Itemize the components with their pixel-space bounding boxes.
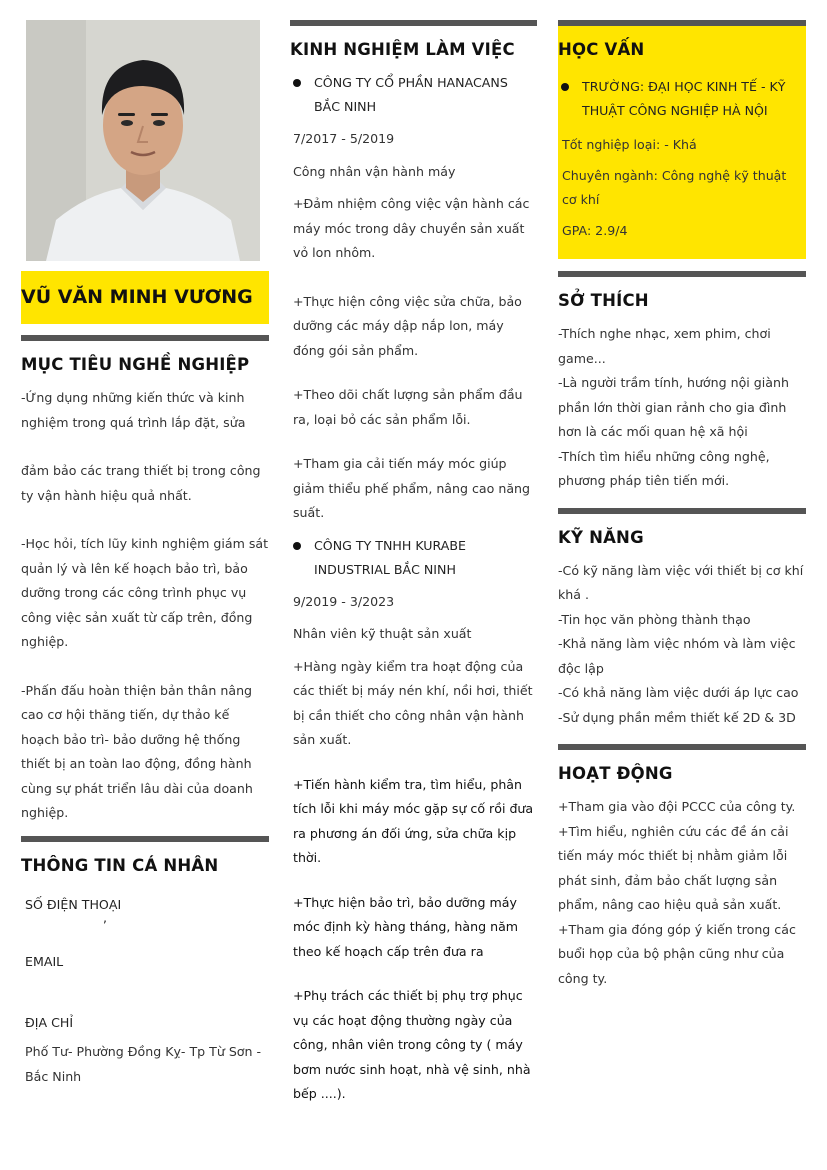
activities-section [558, 744, 806, 991]
objective-paragraph: -Ứng dụng những kiến thức và kinh nghiệm trong quá trình lắp đặt, sửa [21, 390, 246, 430]
objective-title: MỤC TIÊU NGHỀ NGHIỆP [21, 355, 250, 374]
hobby-item: -Thích tìm hiểu những công nghệ, phương pháp tiên tiến mới. [558, 448, 770, 488]
person-portrait-icon [26, 20, 260, 261]
hobbies-list [558, 322, 806, 494]
skills-section [558, 508, 806, 731]
bullet-icon [293, 79, 301, 87]
activity-item: +Tìm hiểu, nghiên cứu các đề án cải tiến máy móc thiết bị nhằm giảm lỗi phát sinh, đảm bảo chất lượng sản phẩm, nâng cao hiệu quả sản xuất. [558, 823, 789, 912]
profile-photo [26, 20, 260, 261]
skill-item: -Sử dụng phần mềm thiết kế 2D & 3D [558, 709, 796, 725]
hobbies-title: SỞ THÍCH [558, 291, 649, 310]
job-details [290, 127, 537, 526]
bullet-icon [561, 83, 569, 91]
full-name: VŨ VĂN MINH VƯƠNG [21, 286, 253, 308]
job-duty: +Thực hiện bảo trì, bảo dưỡng máy móc định kỳ hàng tháng, hàng năm theo kế hoạch cấp trên đưa ra [293, 894, 519, 959]
bullet-icon [293, 542, 301, 550]
hobby-item: -Thích nghe nhạc, xem phim, chơi game... [558, 326, 771, 366]
objective-paragraph: -Phấn đấu hoàn thiện bản thân nâng cao cơ hội thăng tiến, dự thảo kế hoạch bảo trì- bảo dưỡng hệ thống thiết bị an toàn lao động, đồng hành cùng sự phát triển lâu dài của doanh nghiệp. [21, 682, 253, 820]
skill-item: -Khả năng làm việc nhóm và làm việc độc lập [558, 636, 796, 676]
objective-section [21, 335, 269, 826]
job-duty: +Tiến hành kiểm tra, tìm hiểu, phân tích lỗi khi máy móc gặp sự cố rồi đưa ra phương án đối ứng, sửa chữa kịp thời. [293, 776, 534, 865]
job-company [290, 534, 537, 582]
section-divider [558, 744, 806, 750]
phone-value: , [103, 910, 108, 925]
skills-title: KỸ NĂNG [558, 527, 644, 547]
hobbies-section [558, 271, 806, 494]
school-name: TRƯỜNG: ĐẠI HỌC KINH TẾ - KỸ THUẬT CÔNG NGHIỆP HÀ NỘI [582, 79, 786, 118]
objective-body [21, 386, 269, 826]
activities-list [558, 795, 806, 991]
company-name: CÔNG TY TNHH KURABE INDUSTRIAL BẮC NINH [314, 537, 466, 577]
skill-item: -Tin học văn phòng thành thạo [558, 611, 751, 627]
job-details [290, 590, 537, 1107]
section-divider [21, 836, 269, 842]
job-duty: +Tham gia cải tiến máy móc giúp giảm thiểu phế phẩm, nâng cao năng suất. [293, 456, 531, 520]
graduation-rank: Tốt nghiệp loại: - Khá [562, 137, 697, 152]
name-banner [21, 271, 269, 324]
skill-item: -Có kỹ năng làm việc với thiết bị cơ khí khá . [558, 562, 804, 602]
activity-item: +Tham gia đóng góp ý kiến trong các buổi họp của bộ phận cũng như của công ty. [558, 921, 796, 986]
phone-label: SỐ ĐIỆN THOẠI [25, 897, 122, 912]
section-divider [558, 508, 806, 514]
section-divider [290, 20, 537, 26]
middle-column [290, 20, 537, 1107]
job-duty: +Đảm nhiệm công việc vận hành các máy móc trong dây chuyền sản xuất vỏ lon nhôm. [293, 196, 530, 260]
activity-item: +Tham gia vào đội PCCC của công ty. [558, 799, 796, 814]
address-label: ĐỊA CHỈ [25, 1015, 74, 1030]
objective-paragraph: -Học hỏi, tích lũy kinh nghiệm giám sát quản lý và lên kế hoạch bảo trì, bảo dưỡng trong các công trình phục vụ công việc sản xuất từ cấp trên, đồng nghiệp. [21, 536, 269, 649]
major: Chuyên ngành: Công nghệ kỹ thuật cơ khí [562, 167, 787, 207]
personal-info-section [21, 836, 269, 1089]
job-entry [290, 534, 537, 1107]
education-details [558, 133, 802, 243]
job-duty: +Hàng ngày kiểm tra hoạt động của các thiết bị máy nén khí, nồi hơi, thiết bị cần thiết cho công nhân vận hành sản xuất. [293, 658, 533, 747]
job-position: Nhân viên kỹ thuật sản xuất [293, 626, 472, 641]
job-company [290, 71, 537, 119]
job-duty: +Thực hiện công việc sửa chữa, bảo dưỡng các máy dập nắp lon, máy đóng gói sản phẩm. [293, 293, 522, 358]
school-entry [558, 75, 802, 123]
right-column [558, 20, 806, 991]
hobby-item: -Là người trầm tính, hướng nội giành phần lớn thời gian rảnh cho gia đình hơn là các mối quan hệ xã hội [558, 375, 789, 439]
skills-list [558, 559, 806, 731]
activities-title: HOẠT ĐỘNG [558, 764, 673, 783]
job-duty: +Theo dõi chất lượng sản phẩm đầu ra, loại bỏ các sản phẩm lỗi. [293, 387, 523, 427]
address-value: Phố Tư- Phường Đồng Kỵ- Tp Từ Sơn - Bắc Ninh [25, 1044, 262, 1084]
company-name: CÔNG TY CỔ PHẦN HANACANS BẮC NINH [314, 75, 508, 114]
job-entry [290, 71, 537, 526]
personal-info-title: THÔNG TIN CÁ NHÂN [21, 856, 219, 875]
education-title: HỌC VẤN [558, 40, 645, 59]
education-section [558, 26, 806, 259]
objective-paragraph: đảm bảo các trang thiết bị trong công ty vận hành hiệu quả nhất. [21, 463, 261, 503]
job-duty: +Phụ trách các thiết bị phụ trợ phục vụ các hoạt động thường ngày của công, nhân viên trong công ty ( máy bơm nước sinh hoạt, nhà vệ sinh, nhà bếp ....). [293, 988, 531, 1101]
gpa: GPA: 2.9/4 [562, 222, 628, 238]
skill-item: -Có khả năng làm việc dưới áp lực cao [558, 685, 799, 700]
section-divider [558, 271, 806, 277]
experience-title: KINH NGHIỆM LÀM VIỆC [290, 40, 515, 59]
job-period: 9/2019 - 3/2023 [293, 593, 395, 609]
section-divider [21, 335, 269, 341]
job-period: 7/2017 - 5/2019 [293, 131, 395, 146]
job-position: Công nhân vận hành máy [293, 163, 456, 179]
email-label: EMAIL [25, 954, 64, 969]
